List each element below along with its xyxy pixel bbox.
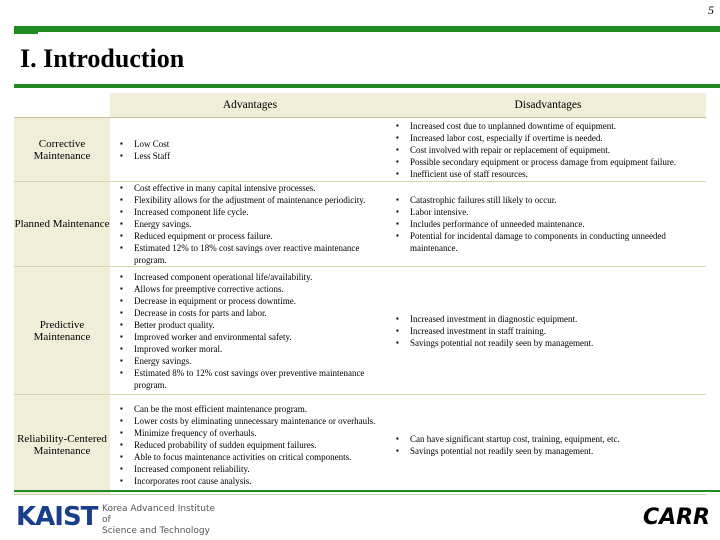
list-item: ▪ Potential for incidental damage to components in conducting unneeded maintenance. bbox=[396, 230, 706, 254]
carr-logo: CARR bbox=[642, 505, 710, 530]
advantages-header: Advantages bbox=[114, 93, 386, 118]
list-item: ▪ Flexibility allows for the adjustment of maintenance periodicity. bbox=[120, 194, 386, 206]
list-item: ▪ Energy savings. bbox=[120, 355, 386, 367]
list-item: ▪ Low Cost bbox=[120, 138, 386, 150]
list-item: ▪ Cost involved with repair or replacement of equipment. bbox=[396, 144, 706, 156]
list-item: ▪ Increased component reliability. bbox=[120, 463, 386, 475]
maintenance-comparison-table bbox=[14, 93, 706, 495]
list-item: ▪ Increased component operational life/availability. bbox=[120, 271, 386, 283]
list-item: ▪ Improved worker moral. bbox=[120, 343, 386, 355]
disadvantages-list bbox=[390, 194, 706, 254]
list-item: ▪ Reduced equipment or process failure. bbox=[120, 230, 386, 242]
row-label: Corrective Maintenance bbox=[14, 118, 110, 182]
advantages-list bbox=[114, 138, 386, 162]
list-item: ▪ Savings potential not readily seen by management. bbox=[396, 337, 706, 349]
table-row bbox=[14, 267, 706, 395]
list-item: ▪ Reduced probability of sudden equipment failures. bbox=[120, 439, 386, 451]
list-item: ▪ Allows for preemptive corrective actions. bbox=[120, 283, 386, 295]
header-corner bbox=[14, 93, 110, 118]
title-underline bbox=[14, 84, 720, 88]
advantages-list bbox=[114, 271, 386, 391]
list-item: ▪ Increased component life cycle. bbox=[120, 206, 386, 218]
list-item: ▪ Increased cost due to unplanned downtime of equipment. bbox=[396, 120, 706, 132]
row-label: Predictive Maintenance bbox=[14, 267, 110, 395]
table-header-row bbox=[14, 93, 706, 118]
list-item: ▪ Increased investment in diagnostic equipment. bbox=[396, 313, 706, 325]
top-accent-bar bbox=[14, 26, 720, 32]
list-item: ▪ Can be the most efficient maintenance program. bbox=[120, 403, 386, 415]
kaist-name-line-1: Korea Advanced Institute of bbox=[102, 504, 216, 525]
row-label: Planned Maintenance bbox=[14, 182, 110, 267]
list-item: ▪ Can have significant startup cost, training, equipment, etc. bbox=[396, 433, 706, 445]
disadvantages-cell bbox=[390, 395, 706, 495]
top-accent-tab bbox=[14, 32, 38, 34]
list-item: ▪ Increased labor cost, especially if overtime is needed. bbox=[396, 132, 706, 144]
advantages-cell bbox=[114, 118, 386, 182]
disadvantages-header: Disadvantages bbox=[390, 93, 706, 118]
page-number: 5 bbox=[708, 3, 714, 17]
row-label: Reliability-Centered Maintenance bbox=[14, 395, 110, 495]
disadvantages-list bbox=[390, 120, 706, 180]
disadvantages-cell bbox=[390, 118, 706, 182]
disadvantages-list bbox=[390, 313, 706, 349]
kaist-institute-name bbox=[102, 504, 216, 537]
list-item: ▪ Better product quality. bbox=[120, 319, 386, 331]
list-item: ▪ Cost effective in many capital intensive processes. bbox=[120, 182, 386, 194]
kaist-logo bbox=[16, 500, 216, 536]
list-item: ▪ Energy savings. bbox=[120, 218, 386, 230]
list-item: ▪ Catastrophic failures still likely to occur. bbox=[396, 194, 706, 206]
list-item: ▪ Decrease in costs for parts and labor. bbox=[120, 307, 386, 319]
disadvantages-list bbox=[390, 433, 706, 457]
list-item: ▪ Includes performance of unneeded maintenance. bbox=[396, 218, 706, 230]
kaist-name-line-2: Science and Technology bbox=[102, 526, 210, 536]
list-item: ▪ Able to focus maintenance activities on critical components. bbox=[120, 451, 386, 463]
list-item: ▪ Labor intensive. bbox=[396, 206, 706, 218]
table-row bbox=[14, 395, 706, 495]
kaist-logo-mark: KAIST bbox=[16, 502, 98, 532]
slide-title: I. Introduction bbox=[20, 44, 185, 73]
advantages-list bbox=[114, 403, 386, 487]
list-item: ▪ Decrease in equipment or process downtime. bbox=[120, 295, 386, 307]
disadvantages-cell bbox=[390, 267, 706, 395]
list-item: ▪ Estimated 8% to 12% cost savings over preventive maintenance program. bbox=[120, 367, 386, 391]
list-item: ▪ Improved worker and environmental safety. bbox=[120, 331, 386, 343]
footer-rule bbox=[14, 490, 720, 492]
advantages-cell bbox=[114, 395, 386, 495]
list-item: ▪ Incorporates root cause analysis. bbox=[120, 475, 386, 487]
list-item: ▪ Minimize frequency of overhauls. bbox=[120, 427, 386, 439]
advantages-cell bbox=[114, 182, 386, 267]
table-row bbox=[14, 182, 706, 267]
advantages-list bbox=[114, 182, 386, 266]
list-item: ▪ Savings potential not readily seen by management. bbox=[396, 445, 706, 457]
advantages-cell bbox=[114, 267, 386, 395]
list-item: ▪ Less Staff bbox=[120, 150, 386, 162]
list-item: ▪ Inefficient use of staff resources. bbox=[396, 168, 706, 180]
list-item: ▪ Lower costs by eliminating unnecessary maintenance or overhauls. bbox=[120, 415, 386, 427]
list-item: ▪ Estimated 12% to 18% cost savings over reactive maintenance program. bbox=[120, 242, 386, 266]
list-item: ▪ Increased investment in staff training. bbox=[396, 325, 706, 337]
disadvantages-cell bbox=[390, 182, 706, 267]
list-item: ▪ Possible secondary equipment or process damage from equipment failure. bbox=[396, 156, 706, 168]
table-row bbox=[14, 118, 706, 182]
